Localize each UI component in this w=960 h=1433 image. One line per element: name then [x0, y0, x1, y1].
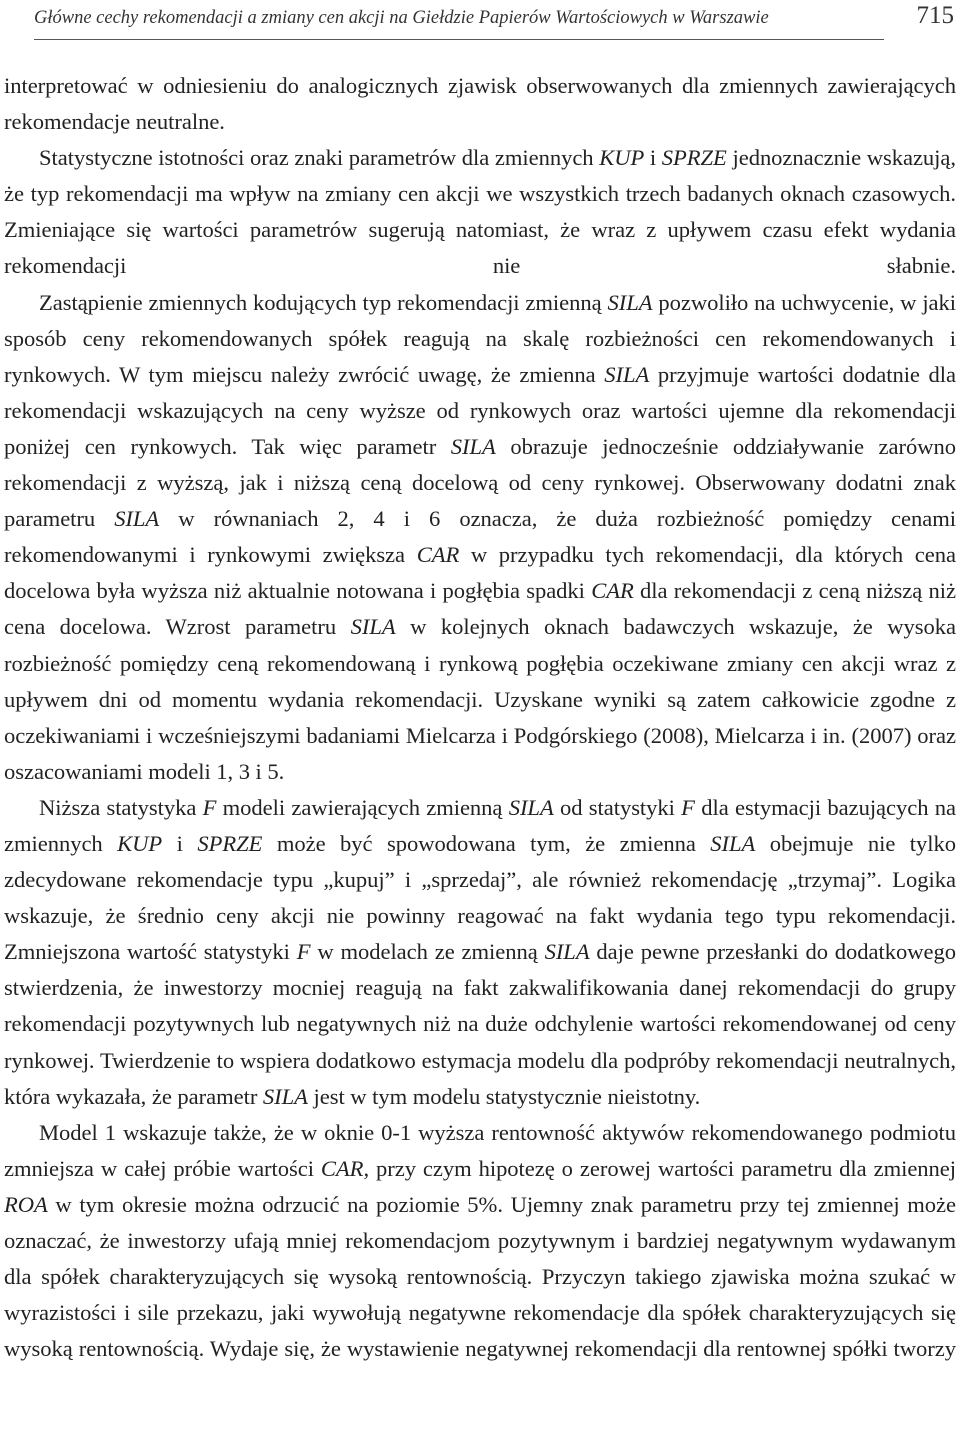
italic-term: SPRZE [661, 145, 727, 171]
paragraph: Zastąpienie zmiennych kodujących typ rekomendacji zmienną SILA pozwoliło na uchwycenie, w jaki sposób ceny rekomendowanych spółek reagują na skalę rozbieżności cen rekomendowanych i rynkowych. W tym miejscu należy zwrócić uwagę, że zmienna SILA przyjmuje wartości dodatnie dla rekomendacji wskazujących na ceny wyższe od rynkowych oraz wartości ujemne dla rekomendacji poniżej cen rynkowych. Tak więc parametr SILA obrazuje jednocześnie oddziaływanie zarówno rekomendacji z wyższą, jak i niższą ceną docelową od ceny rynkowej. Obserwowany dodatni znak parametru SILA w równaniach 2, 4 i 6 oznacza, że duża rozbieżność pomiędzy cenami rekomendowanymi i rynkowymi zwiększa CAR w przypadku tych rekomendacji, dla których cena docelowa była wyższa niż aktualnie notowana i pogłębia spadki CAR dla rekomendacji z ceną niższą niż cena docelowa. Wzrost parametru SILA w kolejnych oknach badawczych wskazuje, że wysoka rozbieżność pomiędzy ceną rekomendowaną i rynkową pogłębia oczekiwane zmiany cen akcji wraz z upływem dni od momentu wydania rekomendacji. Uzyskane wyniki są zatem całkowicie zgodne z oczekiwaniami i wcześniejszymi badaniami Mielcarza i Podgórskiego (2008), Mielcarza i in. (2007) oraz oszacowaniami modeli 1, 3 i 5. [4, 289, 956, 784]
paragraph: interpretować w odniesieniu do analogicznych zjawisk obserwowanych dla zmiennych zawierających rekomendacje neutralne. [4, 73, 956, 135]
paragraph: Statystyczne istotności oraz znaki parametrów dla zmiennych KUP i SPRZE jednoznacznie wskazują, że typ rekomendacji ma wpływ na zmiany cen akcji we wszystkich trzech badanych oknach czasowych. Zmieniające się wartości parametrów sugerują natomiast, że wraz z upływem czasu efekt wydania rekomendacji nie słabnie. [4, 145, 956, 279]
italic-term: F [681, 794, 695, 820]
italic-term: CAR [416, 542, 460, 568]
italic-term: SILA [350, 614, 396, 640]
italic-term: F [202, 794, 217, 820]
italic-term: SILA [604, 361, 650, 387]
page-header [4, 2, 956, 38]
italic-term: CAR [320, 1155, 364, 1181]
body-text [4, 68, 956, 1367]
italic-term: SILA [450, 433, 496, 459]
italic-term: SILA [710, 830, 756, 856]
page-number: 715 [916, 2, 954, 29]
italic-term: KUP [117, 830, 163, 856]
paragraph: Model 1 wskazuje także, że w oknie 0-1 wyższa rentowność aktywów rekomendowanego podmiotu zmniejsza w całej próbie wartości CAR, przy czym hipotezę o zerowej wartości parametru dla zmiennej ROA w tym okresie można odrzucić na poziomie 5%. Ujemny znak parametru przy tej zmiennej może oznaczać, że inwestorzy ufają mniej rekomendacjom pozytywnym i bardziej negatywnym wydawanym dla spółek charakteryzujących się wysoką rentownością. Przyczyn takiego zjawiska można szukać w wyrazistości i sile przekazu, jaki wywołują negatywne rekomendacje dla spółek charakteryzujących się wysoką rentownością. Wydaje się, że wystawienie negatywnej rekomendacji dla rentownej spółki tworzy [4, 1119, 957, 1362]
italic-term: ROA [4, 1191, 48, 1217]
italic-term: F [296, 939, 311, 965]
italic-term: SILA [544, 939, 590, 965]
italic-term: SPRZE [197, 830, 263, 856]
italic-term: SILA [114, 506, 160, 532]
paragraph: Niższa statystyka F modeli zawierających zmienną SILA od statystyki F dla estymacji bazujących na zmiennych KUP i SPRZE może być spowodowana tym, że zmienna SILA obejmuje nie tylko zdecydowane rekomendacje typu „kupuj” i „sprzedaj”, ale również rekomendację „trzymaj”. Logika wskazuje, że średnio ceny akcji nie powinny reagować na fakt wydania tego typu rekomendacji. Zmniejszona wartość statystyki F w modelach ze zmienną SILA daje pewne przesłanki do dodatkowego stwierdzenia, że inwestorzy mocniej reagują na fakt zakwalifikowania danej rekomendacji do grupy rekomendacji pozytywnych lub negatywnych niż na duże odchylenie wartości rekomendowanej od ceny rynkowej. Twierdzenie to wspiera dodatkowo estymacja modelu dla podpróby rekomendacji neutralnych, która wykazała, że parametr SILA jest w tym modelu statystycznie nieistotny. [4, 794, 956, 1109]
header-rule [34, 39, 884, 40]
italic-term: SILA [607, 289, 653, 315]
italic-term: SILA [508, 794, 554, 820]
italic-term: KUP [599, 145, 645, 171]
italic-term: CAR [591, 578, 634, 604]
italic-term: SILA [262, 1083, 308, 1109]
running-title: Główne cechy rekomendacji a zmiany cen akcji na Giełdzie Papierów Wartościowych w Warszawie [34, 8, 769, 28]
